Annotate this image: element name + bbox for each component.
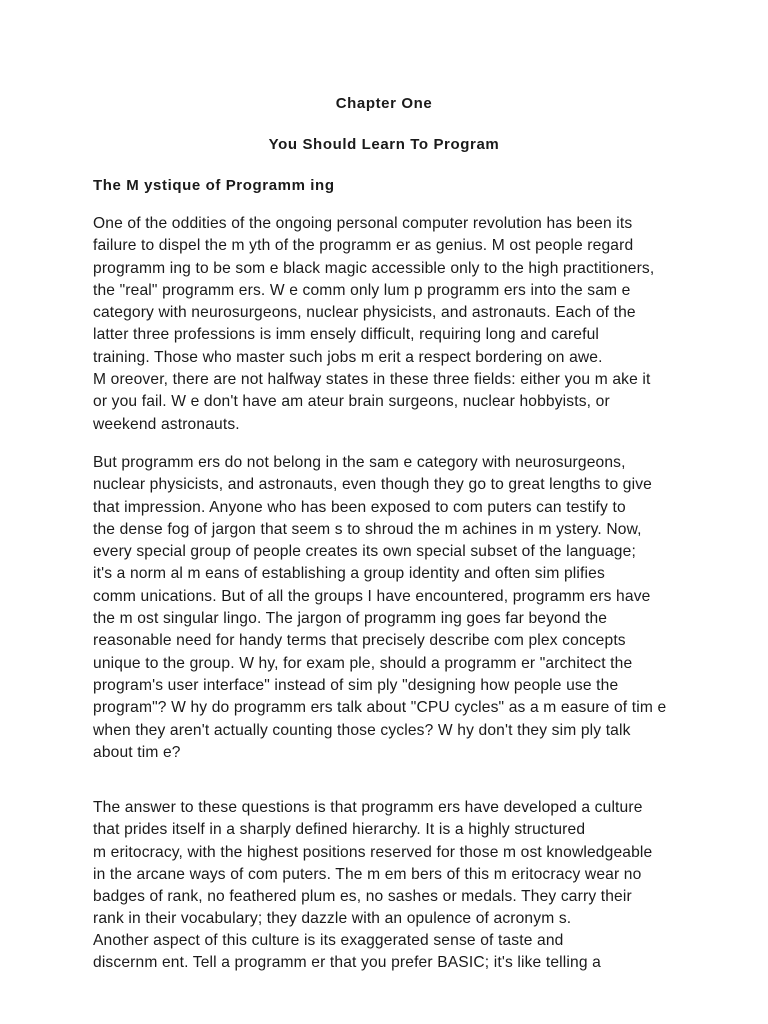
paragraph-line: it's a norm al m eans of establishing a group identity and often sim plifies: [93, 565, 605, 583]
chapter-title: You Should Learn To Program: [268, 136, 500, 153]
paragraph-line: program"? W hy do programm ers talk about "CPU cycles" as a m easure of tim e: [93, 699, 667, 717]
paragraph-line: The answer to these questions is that programm ers have developed a culture: [93, 799, 643, 816]
paragraph-3: [93, 797, 685, 931]
paragraph-line: rank in their vocabulary; they dazzle with an opulence of acronym s.: [93, 910, 572, 928]
paragraph-line: when they aren't actually counting those cycles? W hy don't they sim ply talk: [93, 721, 631, 739]
paragraph-line: the "real" programm ers. W e comm only lum p programm ers into the sam e: [93, 281, 631, 299]
paragraph-line: latter three professions is imm ensely difficult, requiring long and careful: [93, 326, 600, 344]
paragraph-line: program's user interface" instead of sim ply "designing how people use the: [93, 676, 619, 694]
paragraph-line: One of the oddities of the ongoing personal computer revolution has been its: [93, 215, 633, 232]
paragraph-4: [93, 930, 685, 975]
paragraph-line: m eritocracy, with the highest positions reserved for those m ost knowledgeable: [93, 843, 653, 861]
paragraph-line: badges of rank, no feathered plum es, no sashes or medals. They carry their: [93, 888, 632, 906]
paragraph-line: But programm ers do not belong in the sam e category with neurosurgeons,: [93, 454, 626, 471]
paragraph-line: or you fail. W e don't have am ateur brain surgeons, nuclear hobbyists, or: [93, 393, 610, 411]
paragraph-line: failure to dispel the m yth of the programm er as genius. M ost people regard: [93, 237, 634, 255]
paragraph-line: about tim e?: [93, 743, 181, 761]
paragraph-line: in the arcane ways of com puters. The m em bers of this m eritocracy wear no: [93, 865, 642, 883]
paragraph-line: the dense fog of jargon that seem s to shroud the m achines in m ystery. Now,: [93, 520, 642, 538]
paragraph-line: Another aspect of this culture is its exaggerated sense of taste and: [93, 932, 564, 949]
paragraph-line: that prides itself in a sharply defined hierarchy. It is a highly structured: [93, 821, 586, 839]
paragraph-line: programm ing to be som e black magic accessible only to the high practitioners,: [93, 259, 655, 277]
paragraph-line: the m ost singular lingo. The jargon of programm ing goes far beyond the: [93, 610, 608, 628]
paragraph-line: M oreover, there are not halfway states in these three fields: either you m ake it: [93, 371, 651, 389]
paragraph-line: training. Those who master such jobs m erit a respect bordering on awe.: [93, 348, 603, 366]
paragraph-1: [93, 213, 685, 436]
paragraph-2: [93, 452, 685, 764]
paragraph-line: comm unications. But of all the groups I have encountered, programm ers have: [93, 587, 651, 605]
chapter-label: Chapter One: [335, 95, 433, 112]
paragraph-line: unique to the group. W hy, for exam ple, should a programm er "architect the: [93, 654, 633, 672]
section-title: The M ystique of Programm ing: [93, 177, 335, 194]
paragraph-line: reasonable need for handy terms that precisely describe com plex concepts: [93, 632, 626, 650]
paragraph-line: that impression. Anyone who has been exposed to com puters can testify to: [93, 498, 626, 516]
paragraph-line: discernm ent. Tell a programm er that you prefer BASIC; it's like telling a: [93, 954, 601, 972]
paragraph-line: nuclear physicists, and astronauts, even though they go to great lengths to give: [93, 476, 652, 494]
paragraph-line: category with neurosurgeons, nuclear physicists, and astronauts. Each of the: [93, 304, 636, 322]
paragraph-line: every special group of people creates its own special subset of the language;: [93, 543, 636, 561]
paragraph-line: weekend astronauts.: [93, 415, 240, 433]
